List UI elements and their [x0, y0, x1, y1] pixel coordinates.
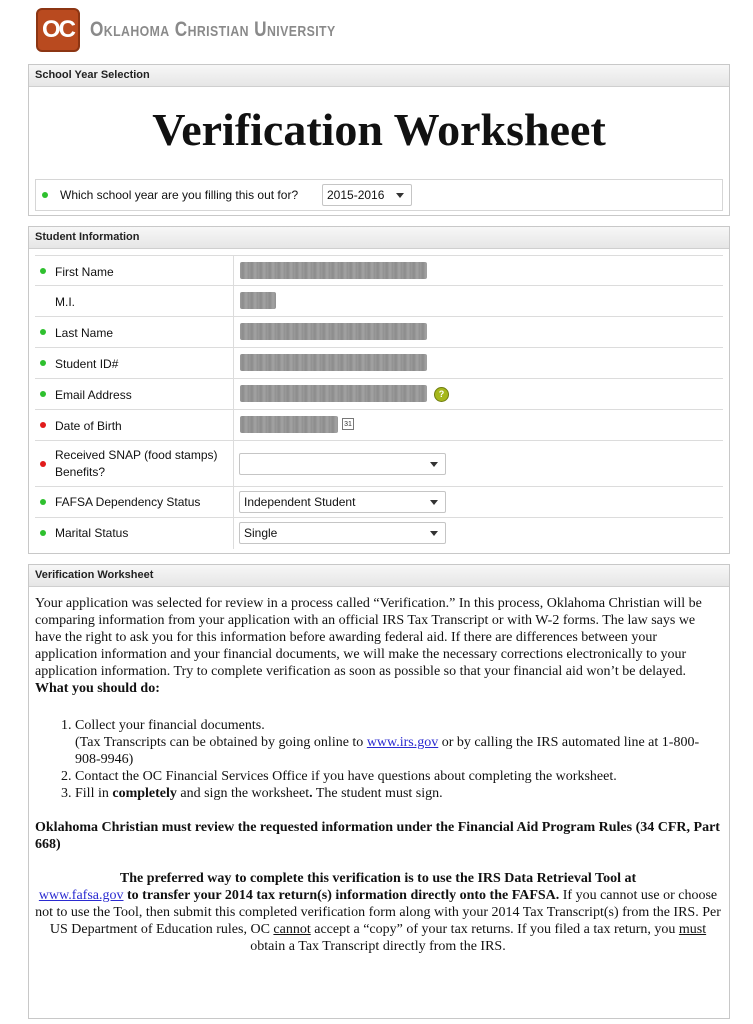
dependency-status-select[interactable] [239, 491, 446, 513]
must-text: must [678, 922, 707, 937]
email-label: Email Address [55, 388, 132, 402]
fafsa-link[interactable]: www.fafsa.gov [38, 888, 124, 903]
marital-status-select[interactable] [239, 522, 446, 544]
snap-benefits-select[interactable] [239, 453, 446, 475]
last-name-input[interactable] [240, 323, 427, 340]
university-name: Oklahoma Christian University [90, 18, 336, 41]
student-information-panel [28, 226, 730, 554]
step-1-text: Collect your financial documents. [75, 718, 265, 733]
date-of-birth-label: Date of Birth [55, 419, 122, 433]
page-title: Verification Worksheet [152, 104, 606, 155]
irs-link[interactable]: www.irs.gov [366, 735, 439, 750]
step-1-note-b: or by calling the IRS automated line at 1-800-908-9946) [75, 735, 700, 767]
steps-list [35, 717, 721, 802]
preferred-method-paragraph [35, 870, 721, 955]
student-id-row [35, 348, 723, 379]
student-fields [35, 255, 723, 549]
step-3-text-b: and sign the worksheet [176, 786, 310, 801]
marital-status-label: Marital Status [55, 526, 129, 540]
chevron-down-icon [430, 462, 438, 467]
step-1-note-a: (Tax Transcripts can be obtained by going online to [75, 735, 367, 750]
dependency-status-row [35, 487, 723, 518]
cannot-text: cannot [273, 922, 311, 937]
university-logo[interactable] [36, 6, 390, 54]
middle-initial-label: M.I. [55, 295, 75, 309]
required-indicator [42, 192, 48, 198]
preferred-text-b: to transfer your 2014 tax return(s) information directly onto the FAFSA. [123, 888, 560, 903]
chevron-down-icon [396, 193, 404, 198]
preferred-text-d: accept a “copy” of your tax returns. If you filed a tax return, you [310, 922, 679, 937]
preferred-text-e: obtain a Tax Transcript directly from the IRS. [250, 939, 506, 954]
school-year-selected: 2015-2016 [327, 188, 385, 202]
school-year-select[interactable] [322, 184, 412, 206]
worksheet-section-title: Verification Worksheet [29, 565, 729, 587]
last-name-row [35, 317, 723, 348]
step-3-text-c: The student must sign. [312, 786, 443, 801]
help-icon[interactable]: ? [434, 387, 449, 402]
school-year-panel [28, 64, 730, 216]
preferred-text-c: If you cannot use or choose not to use the Tool, then submit this completed verification form along with your 2014 Tax Transcript(s) from the IRS. Per US Department of Education rules, OC [35, 888, 721, 937]
what-to-do-heading: What you should do: [35, 681, 160, 696]
step-3-text-a: Fill in [75, 786, 113, 801]
date-of-birth-row [35, 410, 723, 441]
required-indicator [40, 360, 46, 366]
student-info-section-title: Student Information [29, 227, 729, 249]
student-id-label: Student ID# [55, 357, 119, 371]
preferred-text-a: The preferred way to complete this verification is to use the IRS Data Retrieval Tool at [119, 871, 637, 886]
date-of-birth-input[interactable] [240, 416, 338, 433]
step-2: 2. Contact the OC Financial Services Office if you have questions about completing the worksheet. [75, 768, 721, 785]
required-indicator [40, 530, 46, 536]
dependency-status-label: FAFSA Dependency Status [55, 495, 201, 509]
verification-worksheet-panel [28, 564, 730, 1019]
chevron-down-icon [430, 500, 438, 505]
step-1 [75, 717, 721, 768]
required-indicator [40, 391, 46, 397]
required-indicator [40, 268, 46, 274]
first-name-input[interactable] [240, 262, 427, 279]
step-3 [75, 785, 721, 802]
school-year-question: Which school year are you filling this out for? [60, 188, 299, 202]
marital-status-row [35, 518, 723, 549]
school-year-section-title: School Year Selection [29, 65, 729, 87]
review-notice: Oklahoma Christian must review the requested information under the Financial Aid Program Rules (34 CFR, Part 668) [35, 820, 720, 852]
required-indicator [40, 329, 46, 335]
snap-benefits-label: Received SNAP (food stamps) Benefits? [55, 448, 218, 479]
email-input[interactable] [240, 385, 427, 402]
middle-initial-row [35, 286, 723, 317]
snap-benefits-row [35, 441, 723, 487]
worksheet-instructions [35, 595, 721, 955]
step-3-dot: . [309, 786, 313, 801]
chevron-down-icon [430, 531, 438, 536]
dependency-status-value: Independent Student [244, 495, 356, 509]
oc-logo-mark: OC [36, 8, 80, 52]
calendar-icon[interactable]: 31 [342, 418, 354, 430]
last-name-label: Last Name [55, 326, 114, 340]
alert-indicator [40, 461, 46, 467]
first-name-label: First Name [55, 265, 114, 279]
step-3-bold: completely [112, 786, 177, 801]
student-id-input[interactable] [240, 354, 427, 371]
first-name-row [35, 255, 723, 286]
required-indicator [40, 499, 46, 505]
school-year-row [35, 179, 723, 211]
alert-indicator [40, 422, 46, 428]
intro-paragraph: Your application was selected for review in a process called “Verification.” In this process, Oklahoma Christian will be comparing information from your application with an official IRS Tax Transcript or with W-2 forms. The law says we have the right to ask you for this information before awarding federal aid. If there are differences between your application information and your financial documents, we will make the necessary corrections electronically to your application information. Try to complete verification as soon as possible so that your financial aid won’t be delayed. [35, 596, 702, 679]
middle-initial-input[interactable] [240, 292, 276, 309]
marital-status-value: Single [244, 526, 278, 540]
email-row [35, 379, 723, 410]
